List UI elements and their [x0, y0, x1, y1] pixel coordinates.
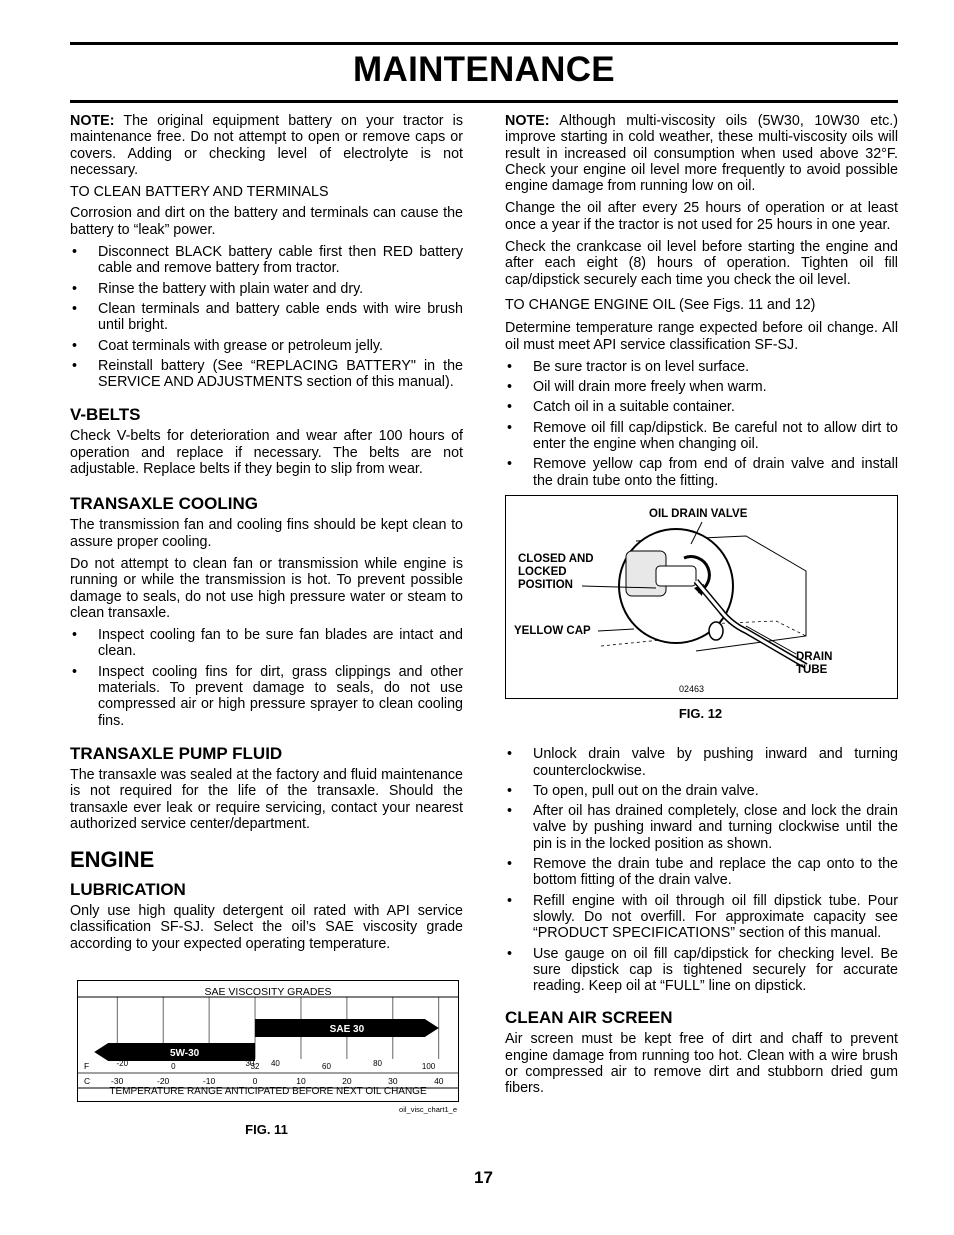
c-tick-label: 20: [342, 1075, 352, 1086]
list-item: • Unlock drain valve by pushing inward and turning counterclockwise.: [505, 746, 898, 779]
note-label: NOTE:: [70, 113, 115, 129]
check-level-text: Check the crankcase oil level before starting the engine and after each eight (8) hours of operation. Tighten oil fill cap/dipstick securely each time you check the oil level.: [505, 239, 898, 288]
oil-drain-figure: [505, 495, 898, 699]
list-item: • Oil will drain more freely when warm.: [505, 379, 898, 395]
note-text: The original equipment battery on your tractor is maintenance free. Do not attempt to open or remove caps or covers. Adding or checking level of electrolyte is not necessary.: [70, 113, 463, 178]
valve-bullet-list: [505, 746, 898, 994]
f-tick-label: 80: [373, 1058, 383, 1068]
f-tick-label: 60: [322, 1061, 331, 1071]
f-tick-label: 32: [250, 1061, 260, 1071]
c-tick-label: 30: [388, 1075, 398, 1086]
list-item: • Use gauge on oil fill cap/dipstick for checking level. Be sure dipstick cap is tightened securely for accurate reading. Keep oil at “FULL” line on dipstick.: [505, 946, 898, 995]
title-underline: [70, 100, 898, 103]
chart-xlabel: TEMPERATURE RANGE ANTICIPATED BEFORE NEXT OIL CHANGE: [109, 1085, 427, 1097]
oil-drain-valve-label: OIL DRAIN VALVE: [649, 507, 748, 520]
f-tick-label: 100: [421, 1061, 436, 1071]
change-interval-text: Change the oil after every 25 hours of operation or at least once a year if the tractor is not used for 25 hours in one year.: [505, 200, 898, 233]
pump-text: The transaxle was sealed at the factory and fluid maintenance is not required for the life of the transaxle. Should the transaxle ever leak or require servicing, contact your nearest authorized service center/department.: [70, 766, 463, 832]
list-item: • Be sure tractor is on level surface.: [505, 359, 898, 375]
battery-note: [70, 113, 463, 178]
f-tick-label: -20: [116, 1058, 129, 1068]
battery-heading: TO CLEAN BATTERY AND TERMINALS: [70, 184, 329, 201]
page-number: 17: [474, 1168, 493, 1187]
list-item: • Coat terminals with grease or petroleum jelly.: [70, 338, 463, 354]
list-item: • Inspect cooling fan to be sure fan blades are intact and clean.: [70, 627, 463, 660]
transaxle-cooling-heading: TRANSAXLE COOLING: [70, 494, 258, 514]
list-item: • Remove yellow cap from end of drain valve and install the drain tube onto the fitting.: [505, 456, 898, 489]
c-tick-label: 40: [434, 1075, 444, 1086]
list-item: • Clean terminals and battery cable ends with wire brush until bright.: [70, 301, 463, 334]
right-column: [505, 113, 898, 1103]
list-item: • Rinse the battery with plain water and dry.: [70, 281, 463, 297]
list-item: • To open, pull out on the drain valve.: [505, 783, 898, 799]
viscosity-chart: [77, 980, 459, 1102]
chart-title: SAE VISCOSITY GRADES: [204, 985, 332, 998]
page-title: MAINTENANCE: [353, 50, 615, 89]
list-item: • Refill engine with oil through oil fill dipstick tube. Pour slowly. Do not overfill. For approximate capacity see “PRODUCT SPECIFICATIONS” section of this manual.: [505, 893, 898, 942]
air-screen-text: Air screen must be kept free of dirt and chaff to prevent engine damage from running too hot. Clean with a wire brush or compressed air to remove dirt and stubborn dried gum fibers.: [505, 1031, 898, 1097]
drain-tube-label: DRAIN TUBE: [796, 650, 833, 676]
cooling-bullet-list: [70, 627, 463, 729]
vbelts-heading: V-BELTS: [70, 405, 141, 425]
c-tick-label: 10: [296, 1075, 306, 1086]
change-oil-bullet-list: [505, 359, 898, 489]
fig12-caption: FIG. 12: [678, 705, 723, 721]
unit-f-label: F: [84, 1060, 90, 1071]
engine-heading: ENGINE: [70, 847, 155, 873]
cooling-text-2: Do not attempt to clean fan or transmission while engine is running or while the transmission is hot. To prevent possible damage to seals, do not use high pressure water or steam to clean transaxle.: [70, 555, 463, 621]
lubrication-text: Only use high quality detergent oil rated with API service classification SF-SJ. Select the oil’s SAE viscosity grade according to your expected operating temperature.: [70, 903, 463, 952]
c-tick-label: 0: [252, 1075, 258, 1086]
c-tick-label: -10: [202, 1075, 216, 1086]
f-tick-label: 0: [171, 1061, 176, 1071]
determine-text: Determine temperature range expected before oil change. All oil must meet API service classification SF-SJ.: [505, 320, 898, 353]
cooling-text-1: The transmission fan and cooling fins should be kept clean to assure proper cooling.: [70, 517, 463, 550]
unit-c-label: C: [84, 1075, 91, 1086]
list-item: • Remove oil fill cap/dipstick. Be careful not to allow dirt to enter the engine when changing oil.: [505, 420, 898, 453]
oil-note: [505, 113, 898, 194]
clean-air-screen-heading: CLEAN AIR SCREEN: [505, 1008, 673, 1028]
viscosity-bar-label: 5W-30: [169, 1047, 200, 1059]
figure-code: 02463: [679, 683, 705, 694]
f-tick-label: 30: [245, 1058, 255, 1068]
left-column: [70, 113, 463, 1138]
list-item: • Remove the drain tube and replace the cap onto to the bottom fitting of the drain valve.: [505, 856, 898, 889]
list-item: • Inspect cooling fins for dirt, grass clippings and other materials. To prevent damage to seals, do not use compressed air or high pressure sprayer to clean cooling fins.: [70, 664, 463, 729]
fig11-caption: FIG. 11: [245, 1121, 288, 1137]
battery-intro: Corrosion and dirt on the battery and terminals can cause the battery to “leak” power.: [70, 205, 463, 238]
list-item: • Catch oil in a suitable container.: [505, 399, 898, 415]
top-rule: [70, 42, 898, 45]
change-oil-heading: TO CHANGE ENGINE OIL (See Figs. 11 and 12): [505, 296, 816, 313]
drain-valve-illustration: [506, 496, 897, 698]
note-text: Although multi-viscosity oils (5W30, 10W30 etc.) improve starting in cold weather, these multi-viscosity oils will result in increased oil consumption when used above 32°F. Check your engine oil level more frequently to avoid possible engine damage from running low on oil.: [505, 113, 898, 195]
list-item: • Reinstall battery (See “REPLACING BATTERY" in the SERVICE AND ADJUSTMENTS section of this manual).: [70, 358, 463, 391]
transaxle-pump-heading: TRANSAXLE PUMP FLUID: [70, 743, 283, 763]
vbelts-text: Check V-belts for deterioration and wear after 100 hours of operation and replace if necessary. The belts are not adjustable. Replace belts if they begin to slip from wear.: [70, 428, 463, 478]
note-label: NOTE:: [505, 113, 550, 129]
chart-code: oil_visc_chart1_e: [399, 1104, 457, 1114]
closed-locked-label: CLOSED AND LOCKED POSITION: [518, 552, 594, 591]
f-tick-label: 40: [270, 1058, 280, 1068]
list-item: • After oil has drained completely, close and lock the drain valve by pushing inward and turning clockwise until the pin is in the locked position as shown.: [505, 803, 898, 852]
yellow-cap-label: YELLOW CAP: [514, 624, 591, 637]
lubrication-heading: LUBRICATION: [70, 880, 186, 900]
viscosity-bar-label: SAE 30: [329, 1023, 365, 1035]
battery-bullet-list: [70, 244, 463, 390]
c-tick-label: -20: [156, 1075, 170, 1086]
c-tick-label: -30: [111, 1075, 124, 1086]
list-item: • Disconnect BLACK battery cable first then RED battery cable and remove battery from tractor.: [70, 244, 463, 277]
